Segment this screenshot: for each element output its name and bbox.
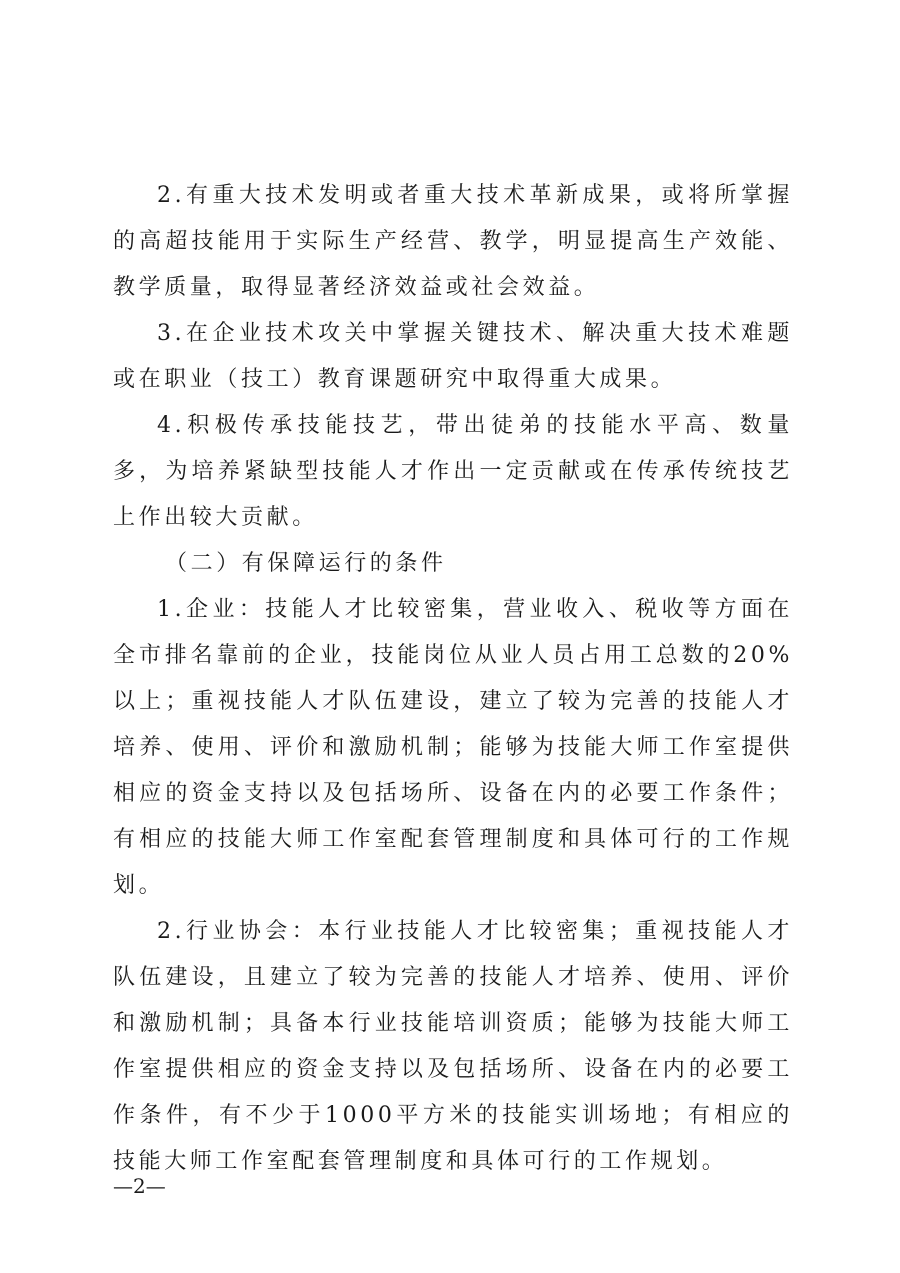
paragraph-enterprise-conditions: 1.企业：技能人才比较密集，营业收入、税收等方面在全市排名靠前的企业，技能岗位从业人员占用工总数的20%以上；重视技能人才队伍建设，建立了较为完善的技能人才培养、使用、评价和激励机制；能够为技能大师工作室提供相应的资金支持以及包括场所、设备在内的必要工作条件；有相应的技能大师工作室配套管理制度和具体可行的工作规划。 (113, 597, 793, 898)
paragraph-criterion-2: 2.有重大技术发明或者重大技术革新成果，或将所掌握的高超技能用于实际生产经营、教学，明显提高生产效能、教学质量，取得显著经济效益或社会效益。 (113, 183, 793, 300)
paragraph-criterion-3: 3.在企业技术攻关中掌握关键技术、解决重大技术难题或在职业（技工）教育课题研究中取得重大成果。 (113, 321, 793, 392)
section-heading-operating-conditions: （二）有保障运行的条件 (165, 551, 447, 576)
document-body (113, 173, 793, 1185)
paragraph-industry-association-conditions: 2.行业协会：本行业技能人才比较密集；重视技能人才队伍建设，且建立了较为完善的技能人才培养、使用、评价和激励机制；具备本行业技能培训资质；能够为技能大师工作室提供相应的资金支持以及包括场所、设备在内的必要工作条件，有不少于1000平方米的技能实训场地；有相应的技能大师工作室配套管理制度和具体可行的工作规划。 (113, 919, 793, 1174)
page-number: —2— (113, 1174, 166, 1198)
paragraph-criterion-4: 4.积极传承技能技艺，带出徒弟的技能水平高、数量多，为培养紧缺型技能人才作出一定贡献或在传承传统技艺上作出较大贡献。 (113, 413, 793, 530)
